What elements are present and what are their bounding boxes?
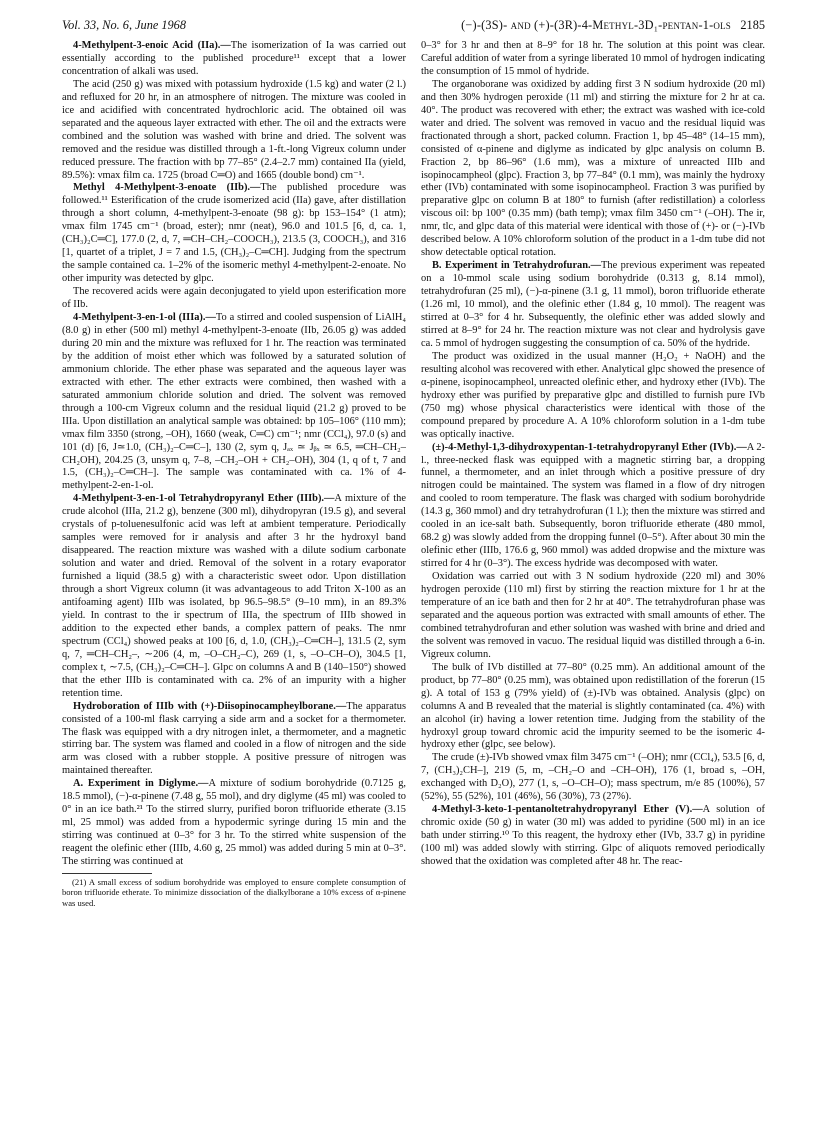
- paragraph-text: 0–3° for 3 hr and then at 8–9° for 18 hr. The solution at this point was clear. Careful addition of water from a syringe liberated 10 mmol of hydrogen indicating the consumption of 15 mmol of hydride.: [421, 40, 765, 77]
- paragraph: [62, 40, 406, 79]
- paragraph: [421, 752, 765, 804]
- right-column: [421, 40, 765, 1136]
- paragraph-text: A solution of chromic oxide (50 g) in water (30 ml) was added to pyridine (500 ml) in an ice bath under stirring.¹⁰ To this reagent, the hydroxy ether (IVb, 33.7 g) in pyridine (100 ml) was added slowly with stirring. Glpc of aliquots removed periodically showed that the oxidation was completed after 48 hr. The reac-: [421, 804, 765, 868]
- paragraph-text: The organoborane was oxidized by adding first 3 N sodium hydroxide (20 ml) and then 30% hydrogen peroxide (11 ml) and stirring the mixture for 2 hr at ca. 40°. The product was recovered with ether; the extract was washed with ice-cold water and dried. The solvent was removed in vacuo and the residual liquid was fractionated through a short, packed column. Fraction 1, bp 45–48° (14–15 mm), consisted of α-pinene and diglyme as indicated by glpc analysis on column B. Fraction 2, bp 86–96° (1.6 mm), was a mixture of unreacted IIIb and isopinocampheol (glpc). Fraction 3, bp 77–84° (0.1 mm), was mainly the hydroxy ether (IVb) contaminated with some isopinocampheol. Fraction 3 was purified by preparative glpc on column B at 180° to furnish (after redistillation) a colorless viscous oil: bp 100° (0.35 mm) (bath temp); νmax film 3450 cm⁻¹ (–OH). The ir, nmr, tlc, and glpc data of this material were identical with those of (+)- or (−)-IVb described below. A 10% chloroform solution of the product in a 1-dm tube did not show detectable optical rotation.: [421, 78, 765, 259]
- paragraph-text: A 2-l., three-necked flask was equipped with a magnetic stirring bar, a dropping funnel, a thermometer, and an inlet through which a positive pressure of dry nitrogen could be maintained. The system was flamed in a flow of dry nitrogen and cooled to room temperature. The flask was charged with sodium borohydride (14.3 g, 360 mmol) and dry tetrahydrofuran (1 l.); then the mixture was stirred and cooled in an ice-salt bath. Subsequently, boron trifluoride etherate (480 mmol, 68.2 g) was slowly added from the dropping funnel (0–5°). After about 30 min the olefinic ether (IIIb, 176.6 g, 960 mmol) was added dropwise and the mixture was stirred for 4 hr (0–3°). The excess hydride was decomposed with water.: [421, 441, 765, 570]
- paragraph: [62, 493, 406, 700]
- paragraph-text: The apparatus consisted of a 100-ml flask carrying a side arm and a socket for a thermometer. The flask was equipped with a dry nitrogen inlet, a thermometer, and a magnetic stirring bar. The system was flamed and cooled in a flow of nitrogen and the side arm was closed with a rubber stopple. A positive pressure of nitrogen was maintained thereafter.: [62, 700, 406, 777]
- paragraph: [62, 286, 406, 312]
- paragraph-text: Oxidation was carried out with 3 N sodium hydroxide (220 ml) and 30% hydrogen peroxide (110 ml) first by stirring the reaction mixture for 1 hr at the temperature of an ice bath and then for 2 hr at 40°. The tetrahydrofuran phase was separated and the aqueous portion was extracted with small amounts of ether. The combined tetrahydrofuran and ether solution was washed with brine and dried and the solvent was removed in vacuo. The residual liquid was distilled through a 6-in. Vigreux column.: [421, 571, 765, 660]
- footnote: (21) A small excess of sodium borohydride was employed to ensure complete consumption of boron trifluoride etherate. To minimize dissociation of the dialkylborane a 10% excess of α-pinene was used.: [62, 877, 406, 908]
- paragraph-text: The bulk of IVb distilled at 77–80° (0.25 mm). An additional amount of the product, bp 77–80° (0.25 mm), was obtained upon redistillation of the forerun (15 g). A total of 153 g (79% yield) of (±)-IVb was obtained. Analysis (glpc) on columns A and B revealed that the material is slightly contaminated (ca. 4%) with an alcohol (ir) having a lower retention time. Judging from the stability of the hydroxyl group toward chromic acid the impurity seemed to be the isomeric 4-hydroxy ether (glpc, see below).: [421, 661, 765, 751]
- paragraph-text: The acid (250 g) was mixed with potassium hydroxide (1.5 kg) and water (2 l.) and refluxed for 20 hr, in an atmosphere of nitrogen. The mixture was cooled in ice and acidified with concentrated hydrochloric acid. The obtained oil was separated and the aqueous layer extracted with ether. The oil and the extracts were combined and the solution was washed with brine and dried. The solvent was removed and the residue was distilled through a 1-ft.-long Vigreux column under reduced pressure. The fraction with bp 77–85° (2.4–2.7 mm) contained IIa (yield, 89.5%): νmax film ca. 1725 (broad C═O) and 1665 (double bond) cm⁻¹.: [62, 78, 406, 181]
- running-header: [62, 16, 765, 38]
- paragraph-heading: 4-Methyl-3-keto-1-pentanoltetrahydropyranyl Ether (V).—: [432, 804, 703, 816]
- paragraph: [62, 778, 406, 869]
- paragraph-text: The recovered acids were again deconjugated to yield upon esterification more of IIb.: [62, 286, 406, 311]
- running-title: (−)-(3S)- and (+)-(3R)-4-Methyl-3D₁-pentan-1-ols: [461, 18, 731, 32]
- paragraph-text: The published procedure was followed.¹¹ Esterification of the crude isomerized acid (IIa) gave, after distillation through a short column, 4-methylpent-3-enoate (98 g): bp 153–154° (1 atm); νmax film 1745 cm⁻¹ (broad, ester); nmr (neat), 96.0 and 101.5 [6, d, ca. 1, (CH₃)₂C═C], 177.0 (2, d, 7, ═CH–CH₂–COOCH₃), 213.5 (3, COOCH₃), and 316 [1, quartet of a triplet, J = 7 and 1.5, (CH₃)₂–C═CH]. Judging from the spectrum the sample contained ca. 1–2% of the isomeric methyl 4-methylpent-2-enoate. No other impurity was detected by glpc.: [62, 182, 406, 285]
- paragraph: [62, 79, 406, 183]
- paragraph: [421, 662, 765, 753]
- paragraph-heading: Hydroboration of IIIb with (+)-Diisopinocampheylborane.—: [73, 700, 347, 712]
- footnote-rule: [62, 873, 152, 874]
- paragraph: [421, 442, 765, 572]
- paragraph-text: The isomerization of Ia was carried out essentially according to the published procedure¹¹ except that a lower concentration of alkali was used.: [62, 40, 406, 77]
- paragraph-heading: A. Experiment in Diglyme.—: [73, 778, 209, 790]
- left-column: [62, 40, 406, 1136]
- paragraph: [62, 312, 406, 493]
- paragraph: [421, 571, 765, 662]
- paragraph-heading: Methyl 4-Methylpent-3-enoate (IIb).—: [73, 182, 261, 194]
- paragraph-heading: (±)-4-Methyl-1,3-dihydroxypentan-1-tetrahydropyranyl Ether (IVb).—: [432, 441, 747, 453]
- paragraph-text: The crude (±)-IVb showed νmax film 3475 cm⁻¹ (–OH); nmr (CCl₄), 53.5 [6, d, 7, (CH₃)₂CH–], 219 (5, m, –CH₂–O and –CH–OH), 176 (1, broad s, –OH, exchanged with D₂O), 277 (1, s, –O–CH–O); mass spectrum, m/e 85 (100%), 57 (52%), 55 (52%), 101 (46%), 56 (30%), 73 (27%).: [421, 752, 765, 803]
- paragraph-text: To a stirred and cooled suspension of LiAlH₄ (8.0 g) in ether (500 ml) methyl 4-methylpent-3-enoate (IIb, 26.05 g) was added during 20 min and the mixture was refluxed for 1 hr. The reaction was terminated by the addition of moist ether which was followed by a saturated solution of ammonium chloride. The ether phase was separated and the aqueous layer was extracted with ether. The ether extracts were combined, then washed with a saturated ammonium chloride solution and dried. The solvent was removed through a 100-cm Vigreux column and the residual liquid (21.2 g) proved to be IIIa. Upon distillation an analytical sample was obtained: bp 105–106° (110 mm); νmax film 3350 (strong, –OH), 1660 (weak, C═C) cm⁻¹; nmr (CCl₄), 97.0 (s) and 101 (d) [6, J≃1.0, (CH₃)₂–C═C–], 130 (2, sym q, Jₐₓ ≃ Jᵦₓ ≃ 6.5, ═CH–CH₂–CH₂OH), 204.25 (3, unsym q, 7–8, –CH₂–OH + CH₂–OH), 304 (1, q of t, 7 and 1.5, (CH₃)₂–C═CH–]. The sample was contaminated with ca. 1% of 4-methylpent-2-en-1-ol.: [62, 312, 406, 492]
- paragraph-text: A mixture of the crude alcohol (IIIa, 21.2 g), benzene (300 ml), dihydropyran (19.5 g), and several crystals of p-toluenesulfonic acid was left at ambient temperature. Periodically samples were removed for ir analysis and after 3 hr the hydroxyl band disappeared. The reaction mixture was washed with a dilute sodium carbonate solution and water and dried. Removal of the solvent in a rotary evaporator furnished a liquid (38.5 g) with a characteristic sweet odor. Upon distillation through a short Vigreux column (it was advantageous to add Triton X-100 as an antifoaming agent) IIIb was isolated, bp 96.5–98.5° (9–10 mm), in an 89.3% yield. In contrast to the ir spectrum of IIIa, the spectrum of IIIb showed in addition to the expected ether bands, a complex pattern of peaks. The nmr spectrum (CCl₄) showed peaks at 100 [6, d, 1.0, (CH₃)₂–C═CH–], 131.5 (2, sym q, 7, ═CH–CH₂–, ∼206 (4, m, –O–CH₂–C), 269 (1, s, –O–CH–O), 304.5 [1, complex t, ∼7.5, (CH₃)₂–C═CH–]. Glpc on columns A and B (140–150°) showed that the ether IIIb is contaminated with ca. 2% of an impurity with a higher retention time.: [62, 493, 406, 699]
- paragraph-heading: 4-Methylpent-3-enoic Acid (IIa).—: [73, 40, 231, 51]
- paragraph-text: The product was oxidized in the usual manner (H₂O₂ + NaOH) and the resulting alcohol was recovered with ether. Analytical glpc showed the presence of α-pinene, isopinocampheol, unreacted olefinic ether, and hydroxy ether (IVb). The hydroxy ether was purified by preparative glpc and distilled to furnish pure IVb (750 mg) whose physical characteristics were identical with those of the compound prepared by procedure A. A 10% chloroform solution in a 1-dm tube was optically inactive.: [421, 350, 765, 440]
- paragraph-heading: B. Experiment in Tetrahydrofuran.—: [432, 260, 602, 272]
- paragraph: [421, 260, 765, 351]
- paragraph: [421, 79, 765, 260]
- article-body: [62, 40, 765, 1140]
- paragraph: [421, 40, 765, 79]
- page-number: 2185: [740, 18, 765, 32]
- paragraph-heading: 4-Methylpent-3-en-1-ol (IIIa).—: [73, 312, 216, 324]
- journal-volume: Vol. 33, No. 6, June 1968: [62, 18, 186, 32]
- paragraph: [421, 804, 765, 869]
- paragraph-text: A mixture of sodium borohydride (0.7125 g, 18.5 mmol), (−)-α-pinene (7.48 g, 55 mol), and dry diglyme (45 ml) was cooled to 0° in an ice bath.²¹ To the stirred slurry, purified boron trifluoride etherate (3.15 ml, 25 mmol) was added from a hypodermic syringe during 15 min and the stirring was continued at 0–3° for 3 hr. To the stirred white suspension of the reagent the olefinic ether (IIIb, 4.60 g, 25 mmol) was added during 5 min at 0–3°. The stirring was continued at: [62, 778, 406, 868]
- paragraph: [421, 351, 765, 442]
- paragraph: [62, 182, 406, 286]
- paragraph-heading: 4-Methylpent-3-en-1-ol Tetrahydropyranyl Ether (IIIb).—: [73, 493, 335, 505]
- paragraph-text: The previous experiment was repeated on a 10-mmol scale using sodium borohydride (0.313 g, 8.14 mmol), tetrahydrofuran (25 ml), (−)-α-pinene (3.1 g, 11 mmol), boron trifluoride etherate (1.26 ml, 10 mmol), and the olefinic ether (1.84 g, 10 mmol). The reagent was stirred at 0–3° for 4 hr. Subsequently, the olefinic ether was added slowly and stirred at 8–9° for 24 hr. The reaction mixture was not clear and hydrolysis gave ca. 5 mmol of hydrogen suggesting the consumption of ca. 50% of the hydride.: [421, 260, 765, 349]
- paragraph: [62, 701, 406, 779]
